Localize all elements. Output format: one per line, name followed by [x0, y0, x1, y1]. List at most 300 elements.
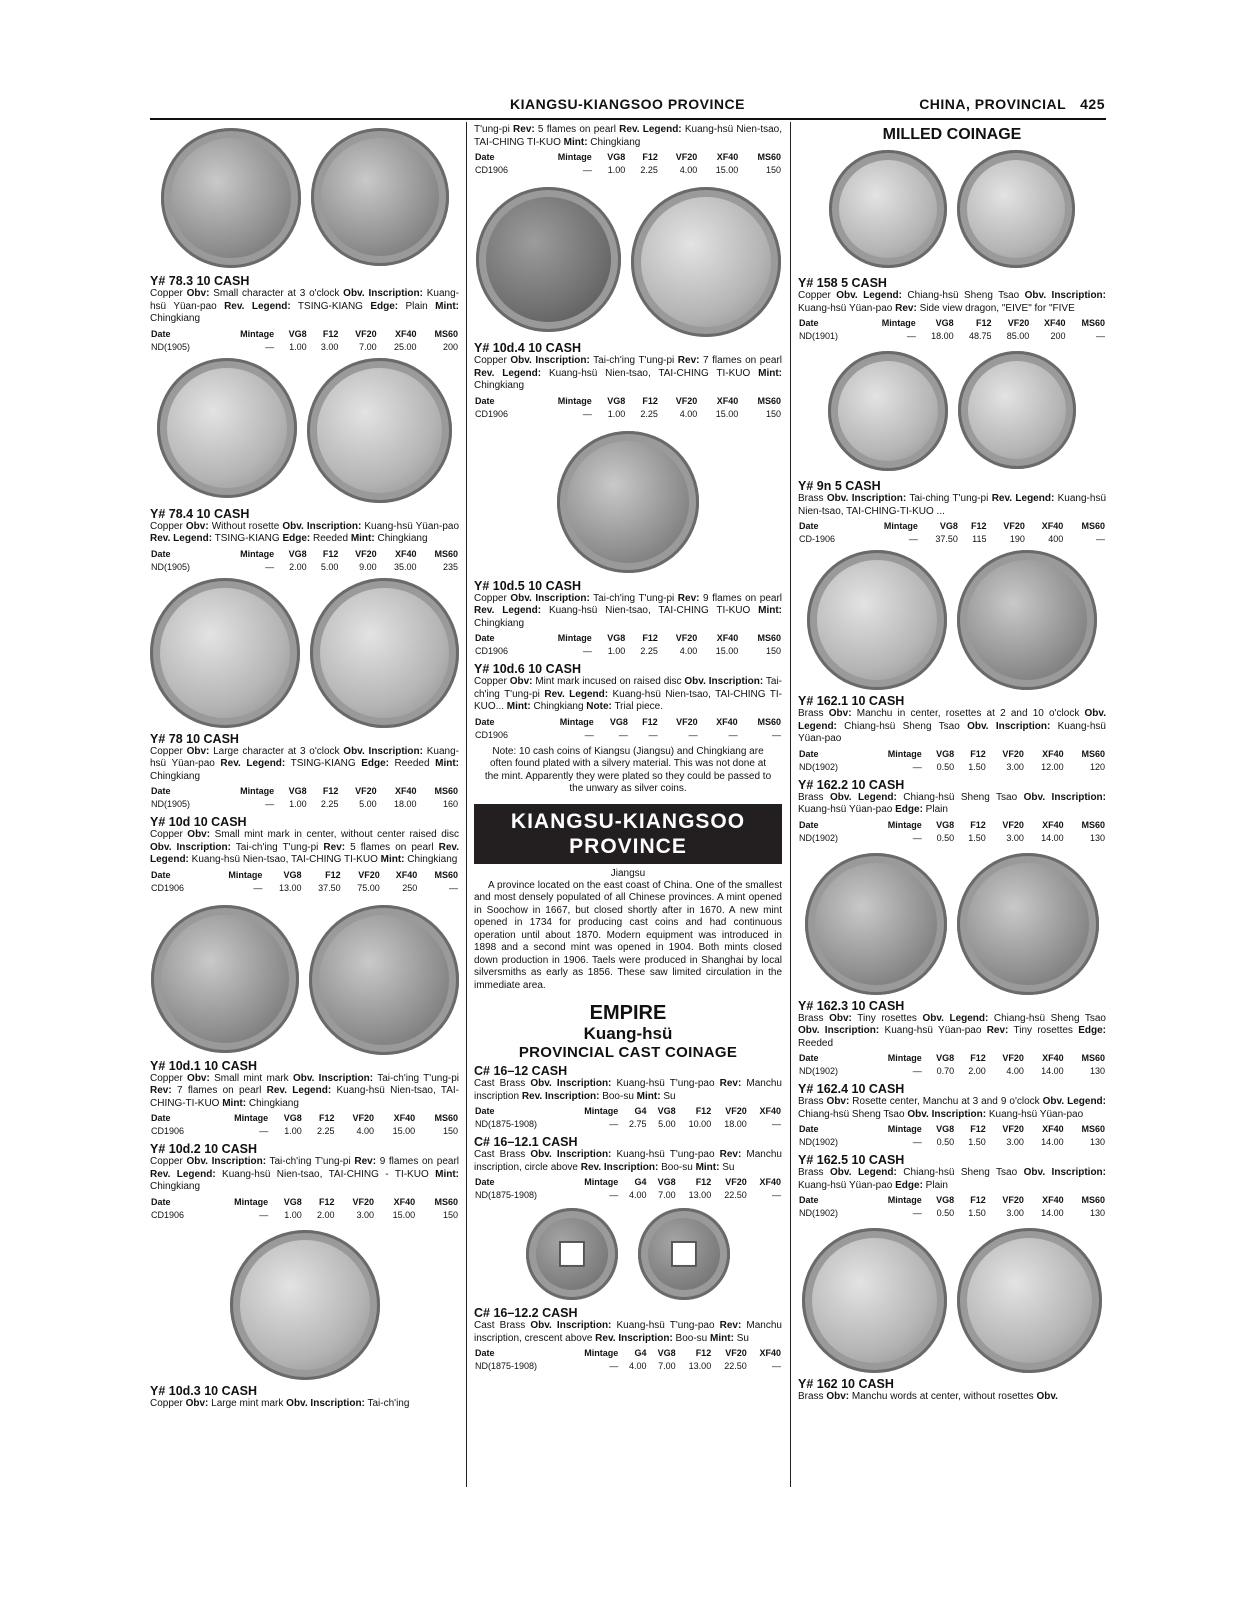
value-cell: 4.00 — [679, 408, 698, 419]
column-1 — [150, 124, 459, 1410]
value-cell: 200 — [1050, 331, 1066, 341]
value-table-header: F12 — [695, 1348, 712, 1358]
field-text: Kuang-hsü Yüan-pao — [798, 1179, 896, 1191]
value-cell: — — [584, 729, 594, 740]
value-table-row — [474, 1118, 782, 1131]
field-label: Mint: — [758, 605, 783, 616]
field-label: Obv: — [185, 520, 209, 532]
value-table-header: MS60 — [1081, 1053, 1105, 1063]
value-cell: 150 — [765, 646, 781, 656]
value-table-header: VF20 — [358, 869, 380, 880]
value-table-header: Mintage — [887, 1053, 922, 1063]
field-label: Obv. Inscription: — [684, 676, 764, 687]
value-table-header: VF20 — [1002, 819, 1024, 830]
value-table-header: XF40 — [393, 1113, 416, 1123]
province-alt-name: Jiangsu — [610, 867, 646, 879]
value-table-header: Date — [151, 786, 171, 796]
field-label: Rev. Legend: — [150, 1168, 216, 1180]
column-divider — [466, 122, 467, 1487]
value-cell: 4.00 — [679, 165, 698, 175]
coin-obverse-image — [828, 351, 948, 471]
coin-reverse-image — [957, 150, 1075, 268]
value-table-header: VF20 — [676, 716, 698, 727]
value-table-header: F12 — [319, 1196, 335, 1207]
field-text: Chingkiang — [474, 617, 525, 629]
value-table-header: XF40 — [1042, 819, 1064, 830]
value-table-header: VF20 — [675, 633, 698, 643]
value-cell: 25.00 — [393, 341, 417, 352]
value-cell: ND(1875-1908) — [475, 1119, 538, 1129]
value-cell: 35.00 — [393, 561, 417, 572]
value-cell: 2.25 — [640, 646, 658, 656]
field-text: TSING-KIANG — [285, 758, 362, 769]
value-table-header: XF40 — [1042, 748, 1064, 759]
value-table-row — [150, 882, 459, 895]
entry-title: Y# 10d.3 10 CASH — [150, 1383, 257, 1398]
value-cell: 115 — [972, 534, 987, 544]
column-3 — [798, 124, 1106, 1404]
value-cell: 0.50 — [936, 832, 955, 843]
entry-description — [474, 1149, 782, 1174]
value-table-row — [150, 341, 459, 354]
field-label: Rev: — [323, 841, 346, 853]
field-text: 5 flames on pearl — [534, 124, 620, 135]
value-table-header: MS60 — [434, 869, 458, 880]
value-cell: — — [265, 561, 275, 572]
value-table-header: XF40 — [716, 716, 738, 727]
value-cell: 12.00 — [1041, 761, 1064, 772]
column-divider — [790, 122, 791, 1487]
value-cell: — — [618, 729, 628, 740]
value-table-header: VF20 — [1002, 748, 1024, 759]
value-table — [150, 548, 459, 574]
field-label: Obv. Legend: — [830, 1167, 897, 1178]
field-text: Su — [733, 1332, 749, 1344]
value-table-header: Mintage — [557, 152, 592, 162]
field-text: Brass — [798, 1096, 827, 1107]
entry-description — [798, 1096, 1106, 1121]
value-table — [798, 748, 1106, 774]
field-text: Small character at 3 o'clock — [209, 288, 344, 299]
value-cell: 150 — [442, 1209, 458, 1220]
field-text: Plain — [398, 300, 436, 312]
value-table-header: G4 — [634, 1348, 647, 1358]
entry-description — [474, 1320, 782, 1345]
value-cell: — — [265, 799, 275, 809]
value-table-header: VF20 — [1002, 1053, 1024, 1063]
value-cell: — — [1096, 331, 1105, 341]
value-cell: — — [609, 1190, 619, 1200]
field-text: 9 flames on pearl — [699, 592, 782, 604]
field-text: Reeded — [310, 533, 351, 544]
value-table-row — [150, 561, 459, 574]
value-table-row — [798, 832, 1106, 845]
value-table-header: Mintage — [559, 716, 594, 727]
value-cell: 5.00 — [658, 1119, 676, 1129]
value-cell: 160 — [442, 799, 458, 809]
field-label: Edge: — [895, 804, 923, 815]
field-label: Obv: — [186, 288, 210, 299]
value-table-header: VG8 — [936, 1195, 955, 1205]
value-cell: — — [912, 761, 922, 772]
value-table — [798, 1194, 1106, 1220]
field-label: Mint: — [435, 300, 459, 312]
value-cell: CD1906 — [151, 1209, 185, 1220]
value-cell: ND(1902) — [799, 1137, 839, 1147]
value-table — [150, 785, 459, 811]
value-table-header: Date — [151, 548, 171, 559]
value-cell: 7.00 — [658, 1361, 676, 1371]
value-table-header: MS60 — [757, 633, 781, 643]
value-table-header: Date — [799, 1053, 819, 1063]
running-head-country: CHINA, PROVINCIAL — [919, 96, 1067, 112]
entry-title: Y# 10d.6 10 CASH — [474, 662, 581, 676]
value-cell: ND(1902) — [799, 761, 839, 772]
value-table-header: VG8 — [607, 633, 626, 643]
value-table-header: Mintage — [887, 1124, 922, 1134]
value-cell: 9.00 — [359, 561, 377, 572]
value-table — [798, 317, 1106, 343]
value-cell: — — [772, 1190, 781, 1200]
entry-description — [474, 1078, 782, 1103]
catalog-entry — [474, 341, 782, 421]
field-label: Obv. Inscription: — [343, 288, 423, 299]
entry-description — [798, 1391, 1106, 1404]
field-text: Chingkiang — [246, 1097, 299, 1109]
field-label: Rev. Legend: — [224, 300, 291, 312]
value-table-header: XF40 — [1041, 521, 1064, 531]
value-cell: CD1906 — [151, 882, 185, 893]
field-label: Obv: — [509, 676, 533, 687]
field-label: Rev. Legend: — [220, 758, 286, 769]
value-table-row — [150, 1209, 459, 1222]
field-text: Chingkiang — [530, 701, 587, 712]
field-text: Chingkiang — [374, 533, 428, 544]
value-table-header: Date — [475, 1348, 495, 1358]
value-cell: — — [582, 165, 592, 175]
field-text: Kuang-hsü Yüan-pao — [798, 302, 896, 314]
value-cell: 18.00 — [393, 799, 417, 809]
field-text: Reeded — [798, 1037, 834, 1049]
value-table-header: Date — [799, 1124, 819, 1134]
field-text: Brass — [798, 1012, 830, 1024]
field-label: Mint: — [350, 533, 375, 544]
coin-photos — [798, 550, 1106, 690]
value-cell: 1.00 — [284, 1209, 302, 1220]
value-table — [474, 151, 782, 177]
value-cell: 4.00 — [629, 1361, 647, 1371]
value-table-header: F12 — [695, 1177, 712, 1187]
catalog-entry — [150, 507, 459, 574]
field-text: Tai-ch'ing T'ung-pi — [230, 841, 324, 853]
value-cell: 1.50 — [968, 1208, 986, 1218]
field-label: Obv. Legend: — [798, 708, 1107, 732]
field-text: Copper — [150, 829, 188, 840]
field-text: Kuang-hsü Nien-tsao, TAI-CHING - TI-KUO — [215, 1168, 436, 1180]
field-text: Brass — [798, 1391, 827, 1402]
value-cell: — — [772, 729, 781, 740]
field-text: Side view dragon, "EIVE" for "FIVE — [916, 302, 1075, 314]
coin-obverse-image — [161, 128, 301, 268]
entry-description — [150, 1073, 459, 1111]
section-cast-coinage: PROVINCIAL CAST COINAGE — [518, 1044, 738, 1061]
value-table-header: VF20 — [1007, 318, 1030, 328]
value-table-header: XF40 — [716, 152, 739, 162]
value-table-header: Date — [799, 1195, 819, 1205]
coin-obverse-image — [150, 578, 300, 728]
field-label: Edge: — [895, 1179, 923, 1191]
entry-description — [474, 676, 782, 714]
value-table-header: F12 — [322, 328, 339, 339]
value-table-header: Mintage — [557, 633, 592, 643]
coin-photos — [798, 1228, 1106, 1373]
value-table-header: VF20 — [352, 1196, 374, 1207]
value-cell: 7.00 — [658, 1190, 676, 1200]
field-label: Obv. Inscription: — [150, 841, 231, 853]
field-text: Kuang-hsü T'ung-pao — [611, 1149, 720, 1160]
value-cell: 15.00 — [715, 408, 739, 419]
value-cell: ND(1901) — [799, 331, 839, 341]
value-cell: 1.00 — [607, 408, 626, 419]
province-banner — [474, 804, 782, 864]
field-text: Small mint mark — [209, 1072, 293, 1084]
field-label: Obv. Inscription: — [186, 1156, 267, 1167]
value-cell: 15.00 — [392, 1209, 416, 1220]
field-label: Obv. Legend: — [836, 290, 902, 301]
value-table-header: F12 — [325, 869, 341, 880]
field-text: Chingkiang — [150, 1181, 201, 1192]
field-label: Note: — [586, 701, 612, 712]
value-table — [798, 520, 1106, 546]
value-table-header: Date — [151, 1113, 171, 1123]
value-cell: CD1906 — [475, 729, 509, 740]
field-text: Kuang-hsü Nien-tsao, TAI-CHING TI-KUO — [541, 367, 759, 379]
field-label: Mint: — [435, 1168, 459, 1180]
field-label: Obv: — [826, 1391, 850, 1402]
value-table-header: XF40 — [1042, 1053, 1064, 1063]
value-cell: 2.25 — [640, 165, 658, 175]
value-table-header: Date — [475, 152, 495, 162]
field-text: 5 flames on pearl — [345, 841, 439, 853]
value-table-row — [798, 1207, 1106, 1220]
value-table-row — [798, 761, 1106, 774]
field-text: Kuang-hsü Nien-tsao, TAI-CHING TI-KUO... — [474, 688, 783, 712]
coin-obverse-image — [829, 150, 947, 268]
coin-reverse-image — [958, 351, 1076, 469]
value-table-header: VF20 — [675, 152, 698, 162]
value-cell: 2.00 — [317, 1209, 335, 1220]
field-text: Su — [719, 1161, 735, 1173]
value-cell: 3.00 — [1006, 1137, 1024, 1147]
value-table-header: Date — [799, 748, 819, 759]
field-label: Rev. Legend: — [474, 367, 542, 379]
page-header — [150, 96, 1105, 116]
field-label: Obv. Inscription: — [1024, 290, 1106, 301]
value-table-header: MS60 — [1081, 318, 1105, 328]
field-label: Obv. — [1036, 1391, 1058, 1402]
field-label: Mint: — [636, 1090, 661, 1102]
value-table-header: Mintage — [881, 318, 916, 328]
value-table — [798, 1052, 1106, 1078]
banner-line-1: KIANGSU-KIANGSOO — [510, 809, 746, 833]
coin-photos — [150, 905, 459, 1055]
coin-photos — [474, 1208, 782, 1300]
value-cell: 13.00 — [278, 882, 302, 893]
value-table-header: F12 — [695, 1106, 712, 1116]
value-cell: — — [259, 1126, 269, 1136]
entry-title: Y# 10d 10 CASH — [150, 815, 247, 829]
coin-reverse-image — [957, 853, 1099, 995]
value-cell: 4.00 — [356, 1126, 374, 1136]
value-cell: — — [582, 408, 592, 419]
field-text: Small mint mark in center, without center raised disc — [210, 829, 459, 840]
catalog-entry — [474, 579, 782, 659]
value-table-header: Mintage — [883, 521, 918, 531]
value-cell: 3.00 — [356, 1209, 374, 1220]
value-cell: 3.00 — [1006, 832, 1024, 843]
field-text: Kuang-hsü Nien-tsao, TAI-CHING TI-KUO — [474, 124, 783, 148]
entry-description — [474, 124, 782, 149]
field-label: Edge: — [361, 758, 389, 769]
value-cell: — — [772, 1361, 781, 1371]
field-text: Boo-su — [599, 1090, 637, 1102]
value-cell: 13.00 — [688, 1190, 712, 1200]
field-text: 9 flames on pearl — [376, 1156, 459, 1167]
entry-title: Y# 10d.1 10 CASH — [150, 1058, 257, 1073]
catalog-entry — [150, 815, 459, 895]
entry-title: Y# 158 5 CASH — [798, 276, 887, 290]
entry-description — [474, 355, 782, 393]
value-cell: 75.00 — [357, 882, 380, 893]
field-text: Kuang-hsü Yüan-pao — [798, 804, 896, 815]
value-cell: CD1906 — [475, 408, 509, 419]
value-table — [474, 1176, 782, 1202]
entry-description — [150, 521, 459, 546]
catalog-entry — [798, 276, 1106, 343]
value-table-row — [474, 164, 782, 177]
field-label: Rev: — [719, 1149, 742, 1160]
value-cell: — — [582, 646, 592, 656]
value-cell: CD1906 — [475, 646, 509, 656]
value-table-header: Date — [799, 318, 819, 328]
section-milled-coinage: MILLED COINAGE — [882, 126, 1022, 143]
value-table-header: VF20 — [1002, 1124, 1024, 1134]
value-cell: CD1906 — [151, 1126, 185, 1136]
entry-description — [798, 493, 1106, 518]
field-label: Rev. Legend: — [474, 605, 542, 616]
field-label: Mint: — [695, 1161, 720, 1173]
field-label: Rev: — [677, 592, 700, 604]
value-table-header: F12 — [322, 786, 339, 796]
value-table-header: Mintage — [584, 1348, 619, 1358]
value-table — [150, 869, 459, 895]
field-label: Rev. Inscription: — [595, 1332, 673, 1344]
field-label: Rev: — [895, 302, 917, 314]
value-table-header: VG8 — [288, 328, 307, 339]
entry-title: Y# 10d.4 10 CASH — [474, 341, 581, 355]
field-text: Tai-ch'ing — [364, 1397, 410, 1409]
field-label: Obv. Inscription: — [826, 493, 907, 504]
value-table-header: F12 — [970, 1124, 986, 1134]
value-table-header: MS60 — [434, 328, 458, 339]
field-text: Tiny rosettes — [851, 1012, 923, 1024]
value-cell: — — [912, 832, 922, 843]
field-label: Obv. Inscription: — [510, 592, 590, 604]
catalog-entry — [150, 732, 459, 812]
value-table-header: VG8 — [936, 1053, 955, 1063]
value-table-header: VG8 — [288, 548, 307, 559]
coin-obverse-image — [151, 905, 299, 1053]
value-table-row — [150, 1125, 459, 1138]
value-table-header: Mintage — [557, 395, 592, 406]
field-label: Mint: — [506, 701, 531, 712]
field-label: Rev. Legend: — [150, 533, 213, 544]
value-cell: — — [648, 729, 658, 740]
value-cell: 0.50 — [936, 1208, 955, 1218]
coin-photos — [150, 578, 459, 728]
field-text: Manchu in center, rosettes at 2 and 10 o'clock — [851, 708, 1085, 719]
value-cell: — — [728, 729, 738, 740]
value-table-header: G4 — [634, 1177, 647, 1187]
coin-reverse-image — [957, 1228, 1102, 1373]
catalog-entry — [798, 1153, 1106, 1220]
field-text: Large character at 3 o'clock — [209, 745, 344, 757]
value-table-header: MS60 — [757, 152, 781, 162]
value-table-header: Date — [151, 1196, 171, 1207]
value-cell: 15.00 — [715, 165, 739, 175]
value-table-header: Mintage — [887, 748, 922, 759]
catalog-entry — [798, 479, 1106, 546]
field-label: Obv. Legend: — [830, 791, 897, 803]
value-table-header: Mintage — [584, 1106, 619, 1116]
field-label: Rev: — [986, 1025, 1009, 1036]
field-text: Kuang-hsü Yüan-pao — [986, 1108, 1084, 1120]
value-cell: ND(1905) — [151, 341, 191, 352]
field-label: Obv: — [187, 1072, 210, 1084]
entry-description — [150, 746, 459, 784]
value-table-header: Date — [475, 716, 495, 727]
field-text: 7 flames on pearl — [699, 355, 782, 366]
value-cell: 1.00 — [607, 165, 626, 175]
value-cell: 120 — [1089, 761, 1105, 772]
header-rule — [150, 118, 1106, 120]
value-table-header: XF40 — [1042, 1124, 1064, 1134]
catalog-entry — [150, 1059, 459, 1139]
value-cell: 22.50 — [724, 1190, 747, 1200]
value-cell: 130 — [1089, 832, 1105, 843]
field-text: Tai-ch'ing T'ung-pi — [589, 355, 678, 366]
value-table-header: F12 — [971, 521, 987, 531]
value-table-header: XF40 — [759, 1348, 781, 1358]
field-label: Obv. Legend: — [922, 1012, 989, 1024]
value-cell: ND(1902) — [799, 1066, 839, 1076]
catalog-entry — [474, 1064, 782, 1131]
coin-photos — [150, 128, 459, 268]
field-label: Obv. Inscription: — [1023, 791, 1106, 803]
value-cell: — — [1096, 534, 1105, 544]
value-cell: 3.00 — [1006, 1208, 1024, 1218]
value-table-header: F12 — [970, 748, 986, 759]
field-label: Obv. Inscription: — [530, 1149, 612, 1160]
field-text: Tai-ch'ing T'ung-pi — [474, 676, 783, 700]
field-label: Mint: — [435, 758, 459, 769]
field-label: Obv. Inscription: — [530, 1320, 612, 1331]
value-cell: 18.00 — [724, 1119, 747, 1129]
value-table-header: MS60 — [1081, 819, 1105, 830]
field-text: Manchu inscription — [474, 1078, 782, 1102]
entry-title: C# 16–12.1 CASH — [474, 1135, 578, 1149]
value-cell: 1.00 — [284, 1126, 302, 1136]
